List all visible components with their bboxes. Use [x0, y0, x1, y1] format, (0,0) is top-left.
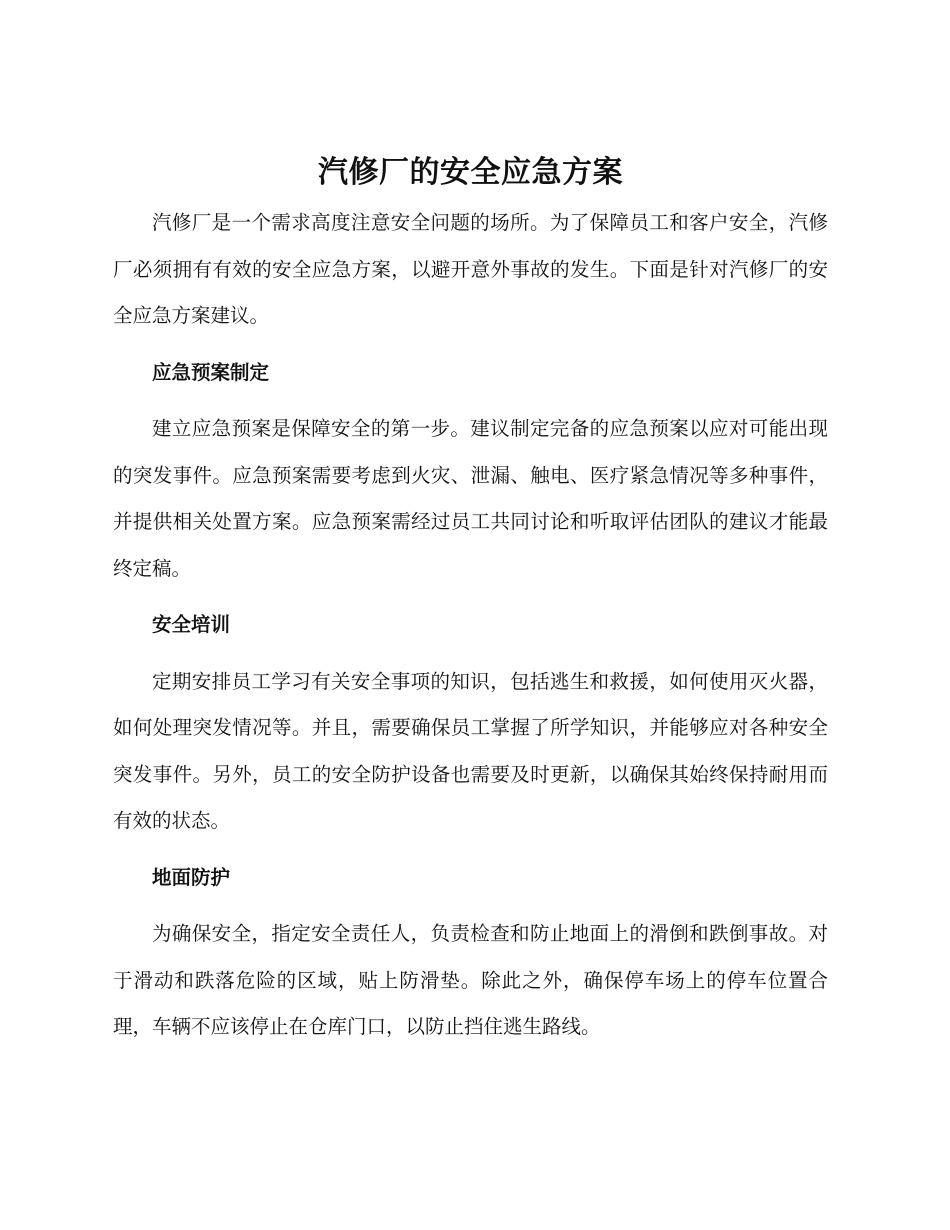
- section-body-emergency-plan: 建立应急预案是保障安全的第一步。建议制定完备的应急预案以应对可能出现的突发事件。应急预案需要考虑到火灾、泄漏、触电、医疗紧急情况等多种事件，并提供相关处置方案。应急预案需经过员工共同讨论和听取评估团队的建议才能最终定稿。: [113, 417, 828, 580]
- section-heading-floor-protection: 地面防护: [152, 865, 231, 889]
- section-heading-emergency-plan: 应急预案制定: [152, 360, 270, 384]
- section-body-floor-protection: 为确保安全，指定安全责任人，负责检查和防止地面上的滑倒和跌倒事故。对于滑动和跌落危险的区域，贴上防滑垫。除此之外，确保停车场上的停车位置合理，车辆不应该停止在仓库门口，以防止挡住逃生路线。: [113, 922, 828, 1038]
- document-title: 汽修厂的安全应急方案: [318, 155, 623, 190]
- section-body-safety-training: 定期安排员工学习有关安全事项的知识，包括逃生和救援，如何使用灭火器，如何处理突发情况等。并且，需要确保员工掌握了所学知识，并能够应对各种安全突发事件。另外，员工的安全防护设备也需要及时更新，以确保其始终保持耐用而有效的状态。: [113, 669, 828, 832]
- intro-paragraph: 汽修厂是一个需求高度注意安全问题的场所。为了保障员工和客户安全，汽修厂必须拥有有效的安全应急方案，以避开意外事故的发生。下面是针对汽修厂的安全应急方案建议。: [113, 211, 828, 327]
- section-heading-safety-training: 安全培训: [152, 613, 231, 636]
